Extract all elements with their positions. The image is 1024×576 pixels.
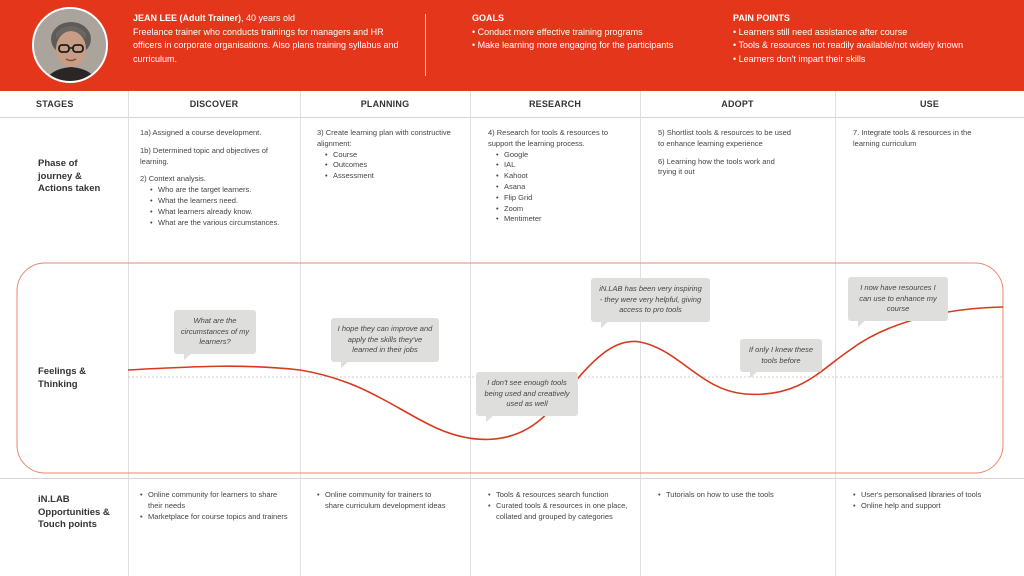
action-text: 6) Learning how the tools work and trying it out [658, 156, 775, 177]
action-bullet: • Google [496, 150, 628, 161]
pain-point-item: • Learners don't impart their skills [733, 53, 1018, 67]
column-divider [640, 91, 641, 576]
action-bullet: • IAL [496, 160, 628, 171]
stage-planning: PLANNING [360, 99, 410, 109]
persona-photo [34, 9, 108, 83]
persona-description: Freelance trainer who conducts trainings for managers and HR officers in corporate organisations. Also plans training syllabus and curriculum. [133, 26, 399, 64]
actions-discover [140, 128, 288, 228]
goal-item: • Make learning more engaging for the participants [472, 39, 712, 53]
action-text: 2) Context analysis. [140, 174, 206, 184]
stages-label: STAGES [36, 99, 74, 109]
row-label-phase: Phase of journey & Actions taken [38, 158, 101, 194]
actions-research [488, 128, 628, 225]
thought-bubble-use: I now have resources I can use to enhance my course [848, 277, 948, 321]
goals-block [472, 12, 712, 53]
action-list [488, 150, 628, 226]
stage-use: USE [919, 99, 940, 109]
stage-research: RESEARCH [528, 99, 582, 109]
opportunities-adopt [658, 490, 778, 501]
action-bullet: • What the learners need. [150, 196, 288, 207]
thought-bubble-adopt-high: iN.LAB has been very inspiring - they were very helpful, giving access to pro tools [591, 278, 710, 322]
thought-bubble-adopt-low: If only I knew these tools before [740, 339, 822, 372]
stages-row-divider [0, 117, 1024, 118]
opportunity-list [140, 490, 288, 522]
action-text: 7. Integrate tools & resources in the learning curriculum [853, 128, 972, 148]
thought-bubble-discover: What are the circumstances of my learners? [174, 310, 256, 354]
action-text: 3) Create learning plan with constructive alignment: [317, 128, 451, 148]
opportunities-planning [317, 490, 452, 512]
action-list [317, 150, 452, 182]
opportunity-bullet: • Online help and support [853, 501, 1003, 512]
action-text: 4) Research for tools & resources to support the learning process. [488, 128, 609, 148]
action-list [140, 185, 288, 228]
persona-name: JEAN LEE (Adult Trainer) [133, 13, 242, 23]
opportunity-bullet: • Curated tools & resources in one place, collated and grouped by categories [488, 501, 628, 523]
actions-planning [317, 128, 452, 182]
opportunities-discover [140, 490, 288, 522]
thought-bubble-planning: I hope they can improve and apply the skills they've learned in their jobs [331, 318, 439, 362]
action-text: 5) Shortlist tools & resources to be used to enhance learning experience [658, 128, 791, 148]
stage-adopt: ADOPT [721, 99, 754, 109]
row-label-feelings: Feelings & Thinking [38, 366, 87, 390]
pain-point-item: • Tools & resources not readily available/not widely known [733, 39, 1018, 53]
action-bullet: • Course [325, 150, 452, 161]
action-bullet: • Assessment [325, 171, 452, 182]
actions-adopt [658, 128, 793, 185]
action-text: 1b) Determined topic and objectives of learning. [140, 145, 268, 166]
actions-use [853, 128, 988, 157]
pain-points-block [733, 12, 1018, 66]
goal-item: • Conduct more effective training programs [472, 26, 712, 40]
opportunity-list [488, 490, 628, 522]
action-bullet: • What learners already know. [150, 207, 288, 218]
thought-bubble-research: I don't see enough tools being used and creatively used as well [476, 372, 578, 416]
persona-age: , 40 years old [241, 13, 296, 23]
action-bullet: • Flip Grid [496, 193, 628, 204]
opportunity-bullet: • Online community for learners to share their needs [140, 490, 288, 512]
opportunities-research [488, 490, 628, 522]
row-label-opportunities: iN.LAB Opportunities & Touch points [38, 494, 110, 530]
action-text: 1a) Assigned a course development. [140, 128, 262, 137]
goals-title: GOALS [472, 13, 505, 23]
opportunity-list [658, 490, 778, 501]
action-bullet: • Mentimeter [496, 214, 628, 225]
action-bullet: • Zoom [496, 204, 628, 215]
opportunities-row-divider [0, 478, 1024, 479]
opportunity-list [317, 490, 452, 512]
column-divider [128, 91, 129, 576]
opportunity-bullet: • Marketplace for course topics and trainers [140, 512, 288, 523]
opportunities-use [853, 490, 1003, 512]
opportunity-list [853, 490, 1003, 512]
action-bullet: • What are the various circumstances. [150, 218, 288, 229]
persona-avatar [32, 7, 108, 83]
stage-discover: DISCOVER [189, 99, 239, 109]
pain-point-item: • Learners still need assistance after course [733, 26, 1018, 40]
header-divider [425, 14, 426, 76]
action-bullet: • Asana [496, 182, 628, 193]
column-divider [835, 91, 836, 576]
column-divider [470, 91, 471, 576]
opportunity-bullet: • Online community for trainers to share curriculum development ideas [317, 490, 452, 512]
persona-info [133, 12, 413, 66]
action-bullet: • Outcomes [325, 160, 452, 171]
persona-header [0, 0, 1024, 91]
action-bullet: • Kahoot [496, 171, 628, 182]
opportunity-bullet: • Tutorials on how to use the tools [658, 490, 778, 501]
action-bullet: • Who are the target learners. [150, 185, 288, 196]
opportunity-bullet: • Tools & resources search function [488, 490, 628, 501]
opportunity-bullet: • User's personalised libraries of tools [853, 490, 1003, 501]
column-divider [300, 91, 301, 576]
pain-points-title: PAIN POINTS [733, 13, 790, 23]
